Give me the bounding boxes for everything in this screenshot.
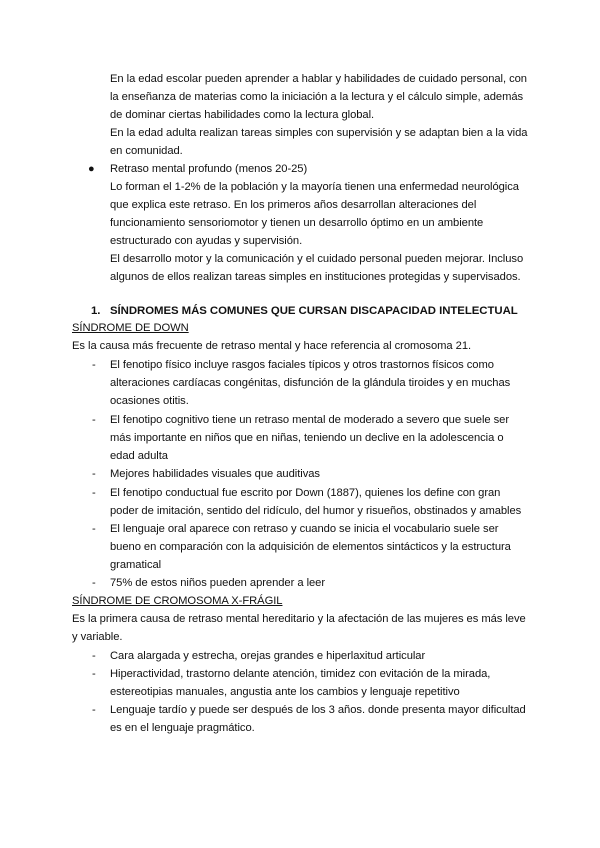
dash-marker: -	[92, 668, 96, 680]
list-item-line: es en el lenguaje pragmático.	[110, 722, 255, 734]
list-item-line: edad adulta	[110, 450, 168, 462]
list-item-line: El fenotipo cognitivo tiene un retraso mental de moderado a severo que suele ser	[110, 414, 509, 426]
dash-marker: -	[92, 414, 96, 426]
list-item-line: El fenotipo conductual fue escrito por Down (1887), quienes los define con gran	[110, 487, 501, 499]
intro-line: en comunidad.	[110, 145, 183, 157]
list-item-line: Cara alargada y estrecha, orejas grandes e hiperlaxitud articular	[110, 650, 426, 662]
paragraph-line: funcionamiento sensoriomotor y tienen un desarrollo óptimo en un ambiente	[110, 217, 484, 229]
list-item-line: Mejores habilidades visuales que auditivas	[110, 468, 320, 480]
bullet-title: Retraso mental profundo (menos 20-25)	[110, 163, 308, 175]
list-item-line: Lenguaje tardío y puede ser después de los 3 años. donde presenta mayor dificultad	[110, 704, 526, 716]
list-item-line: El lenguaje oral aparece con retraso y cuando se inicia el vocabulario suele ser	[110, 523, 499, 535]
subsection-title-xfragil: SÍNDROME DE CROMOSOMA X-FRÁGIL	[72, 595, 283, 607]
dash-marker: -	[92, 704, 96, 716]
list-item-line: alteraciones cardíacas congénitas, disfunción de la glándula tiroides y en muchas	[110, 377, 511, 389]
dash-marker: -	[92, 487, 96, 499]
paragraph-line: que explica este retraso. En los primeros años desarrollan alteraciones del	[110, 199, 477, 211]
subsection-intro: Es la causa más frecuente de retraso mental y hace referencia al cromosoma 21.	[72, 340, 472, 352]
list-item-line: estereotipias manuales, angustia ante los cambios y lenguaje repetitivo	[110, 686, 460, 698]
dash-marker: -	[92, 650, 96, 662]
paragraph-line: estructurado con ayudas y supervisión.	[110, 235, 303, 247]
intro-line: la enseñanza de materias como la iniciación a la lectura y el cálculo simple, además	[110, 91, 524, 103]
section-title: SÍNDROMES MÁS COMUNES QUE CURSAN DISCAPACIDAD INTELECTUAL	[110, 305, 518, 317]
intro-line: En la edad escolar pueden aprender a hablar y habilidades de cuidado personal, con	[110, 73, 527, 85]
list-item-line: gramatical	[110, 559, 162, 571]
subsection-intro: Es la primera causa de retraso mental hereditario y la afectación de las mujeres es más leve	[72, 613, 526, 625]
subsection-title-down: SÍNDROME DE DOWN	[72, 322, 189, 334]
section-number: 1.	[91, 305, 101, 317]
dash-marker: -	[92, 577, 96, 589]
paragraph-line: Lo forman el 1-2% de la población y la mayoría tienen una enfermedad neurológica	[110, 181, 519, 193]
paragraph-line: algunos de ellos realizan tareas simples en instituciones protegidas y supervisados.	[110, 271, 521, 283]
list-item-line: El fenotipo físico incluye rasgos faciales típicos y otros trastornos físicos como	[110, 359, 494, 371]
list-item-line: 75% de estos niños pueden aprender a leer	[110, 577, 326, 589]
bullet-marker: ●	[88, 163, 95, 175]
intro-line: En la edad adulta realizan tareas simples con supervisión y se adaptan bien a la vida	[110, 127, 528, 139]
dash-marker: -	[92, 523, 96, 535]
list-item-line: más importante en niños que en niñas, teniendo un declive en la adolescencia o	[110, 432, 504, 444]
subsection-intro: y variable.	[72, 631, 123, 643]
dash-marker: -	[92, 468, 96, 480]
list-item-line: ocasiones otitis.	[110, 395, 189, 407]
intro-line: de dominar ciertas habilidades como la lectura global.	[110, 109, 375, 121]
paragraph-line: El desarrollo motor y la comunicación y el cuidado personal pueden mejorar. Incluso	[110, 253, 524, 265]
list-item-line: Hiperactividad, trastorno delante atención, timidez con evitación de la mirada,	[110, 668, 491, 680]
dash-marker: -	[92, 359, 96, 371]
list-item-line: bueno en comparación con la adquisición de elementos sintácticos y la estructura	[110, 541, 511, 553]
list-item-line: poder de imitación, sentido del ridículo, del humor y risueños, obstinados y amables	[110, 505, 522, 517]
